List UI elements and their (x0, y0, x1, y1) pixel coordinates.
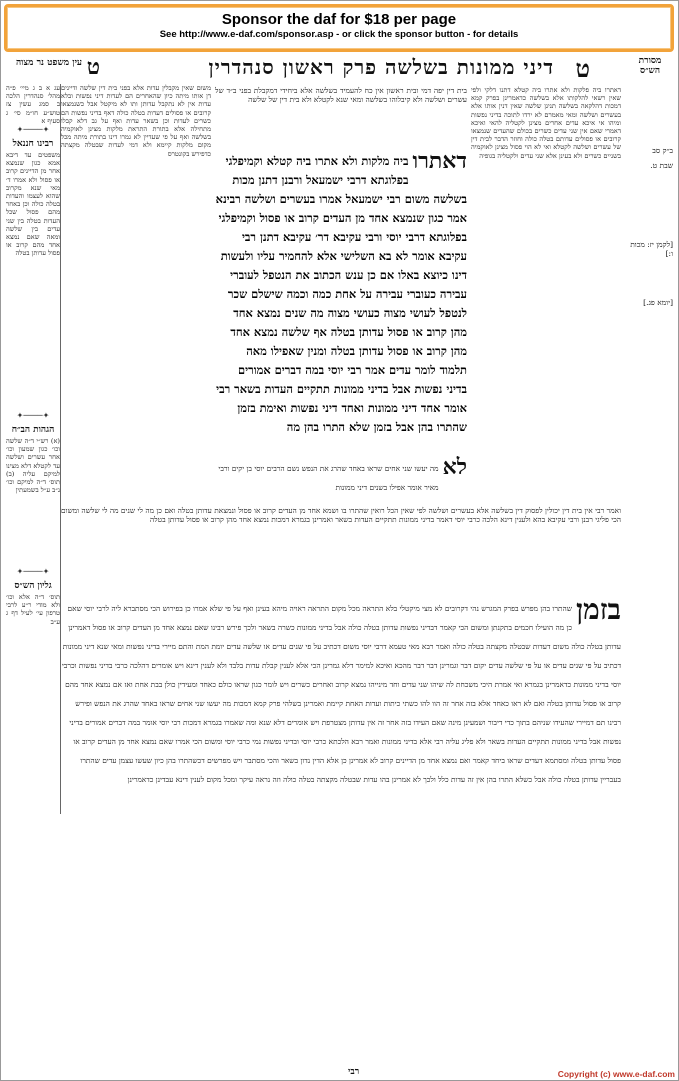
lower-commentary-1: ואמר רבי אין בית דין יכולין לפסוק דין בשלשה אלא בעשרים ושלשה לפי שאין הכל רואין שהתרו בו ושמא אחד מן העדים קרוב או פסול ונמצאת עדותן בטלה ואם כן מה לי שנים מה לי שלשה ומשום הכי פליגי רבנן ורבי עקיבא בהא ולענין דינא הלכה כרבי יוסי דאמר בדיני ממונות תתקיים העדות בשאר ואמרינן בגמרא דמכות נמצא אחד מהן קרוב או פסול עדותן בטלה (61, 506, 621, 524)
divider: ✦────✦ (16, 567, 50, 577)
gemara-end (215, 456, 467, 506)
gemara-opening-word: דאתרו (412, 150, 467, 174)
divider: ✦────✦ (16, 411, 50, 421)
copyright-link[interactable]: Copyright (c) www.e-daf.com (557, 1069, 675, 1079)
gemara-text: ביה מלקות ולא אתרו ביה קטלא וקמיפלגי בפלוגתא דרבי ישמעאל ורבנן דתנן מכות בשלשה משום רבי ישמעאל אמרו בעשרים ושלשה רבינא אמר כגון שנמצא אחד מן העדים קרוב או פסול וקמיפלגי בפלוגתא דרבי יוסי ורבי עקיבא דר׳ עקיבא דתנן רבי עקיבא אומר לא בא השלישי אלא להחמיר עליו ולעשות דינו כיוצא באלו אם כן ענש הכתוב את הנטפל לעוברי עבירה כעוברי עבירה על אחת כמה וכמה שישלם שכר לנטפל לעושי מצוה כעושי מצוה מה שנים נמצא אחד מהן קרוב או פסול עדותן בטלה אף שלשה נמצא אחד מהן קרוב או פסול עדותן בטלה ומנין שאפילו מאה תלמוד לומר עדים אמר רבי יוסי במה דברים אמורים בדיני נפשות אבל בדיני ממונות תתקיים העדות בשאר רבי אומר אחד דיני ממונות ואחד דיני נפשות ואימת בזמן שהתרו בהן אבל בזמן שלא התרו בהן מה (215, 154, 467, 434)
lower-commentary-2 (61, 596, 621, 1078)
catchword: רבי (348, 1067, 360, 1077)
ein-mishpat-label: עין משפט נר מצוה (15, 58, 83, 68)
rabbeinu-chananel-title: רבינו חננאל (12, 139, 54, 150)
gemara-main (215, 150, 467, 452)
sponsor-title[interactable]: Sponsor the daf for $18 per page (221, 11, 457, 28)
gemara-end-word: לא (442, 456, 467, 480)
hagahot-title: הגהות הב״ח (11, 425, 55, 436)
masoret-label: מסורת הש״ס (638, 56, 662, 76)
hagahot-text: (א) רש״י ד״ה שלשה וכו׳ כגון שמעון וכו׳ אחר עשרים ושלשה עד לקטלא דלא מצינו למיקם עליה (ב) תוס׳ ד״ה למיקם וכו׳ נ״ב ע״ל בשמעתין (6, 437, 60, 495)
tosafot-commentary: משום שאין מקבלין עדות אלא בפני בית דין שלשה ודיינים דן אותו מיתה כיון שהאחרים הם לעדות דיני נפשות ובלא עדות אין לא נתקבל עדותן ותו לא מיקטל אבל כשנמצאו קרובים או פסולים דעדות בטלה כולה דאף בדיני נפשות הם כשרים לעדות וכן בשאר עדות ואף על גב דלא קבלו מתחילה אלא בתורת התראת מלקות מצינן לאוקמיה בשלשה ואף על פי שעדיין לא גמרו דינו בתורת מיתה מכל מקום מלקות קיימא ולא דמי לעדות שבטלה מקצתה כדפירש בקונטרס (61, 84, 211, 158)
masoret-column (627, 86, 673, 313)
lower-opening-word: בזמן (575, 596, 621, 626)
left-sidebar (6, 84, 61, 814)
sponsor-banner[interactable] (4, 4, 674, 52)
sponsor-subtitle[interactable]: See http://www.e-daf.com/sponsor.asp - or click the sponsor button - for details (159, 29, 519, 40)
gemara-end-text: מה יעשו שני אחים שראו באחד שהרג את הנפש נשם הרבים יוסי בן יקים ורבי מאיר אומר אפילו בשנים דיני ממונות (218, 464, 439, 492)
ein-mishpat-text: עג א ב ג מיי׳ פ״ה מהל׳ סנהדרין הלכה ב סמג עשין צז טוש״ע חו״מ סי׳ ג סעיף א (6, 84, 60, 125)
masoret-note: [יומא פג.] (643, 298, 673, 307)
gilyon-title: גליון הש״ס (14, 581, 52, 592)
masoret-note: [לקמן יז: מכות ו:] (630, 240, 673, 258)
masoret-note: ב״ק סב (652, 146, 673, 155)
rashi-commentary: דאתרו ביה פלקות ולא אתרו ביה קטלא דתנו דלקי ולפי שאין רשאי להלקותו אלא בשלשה כדאמרינן בפרק קמא דמכות דהלקאה בשלשה תנינן שלשה שאין דנין אותו אלא בעשרים ושלשה ומאי מאמרם לא ירדו לתוכה בדיני נפשות ומיהו אי איכא עדים אחרים מצינן לקטליה להאי ואיכא דאמרי שאם אין שני עדים כשרים בכולם שהעדים שנמצאו קרובים או פסולים עדותם בטלה כולה וחוזר הדבר לבית דין של עשרים ושלשה לקטלא ואי לא הוי פסול מצינן לאוקמיה בשניים כשרים ולא בעינן אלא שני עדים ולקטליה בגופיה (471, 86, 621, 160)
rabbeinu-chananel-text: משפטים עד דיבא אמא כגון שנמצא אחר מן הדיינים קרוב או פסול ולא אמרו ד׳ מאי שנא מקרוב שהוא לעצמו והעדות בטלה כולה וכן באחר מהם פסול שכל העדות בטלה בין שני עדים בין שלשה ומאה שאם נמצא אחד מהם קרוב או פסול עדותן בטלה (6, 151, 60, 258)
page-number: ט (86, 54, 100, 80)
gemara-intro: בית דין יפה דמי ובית ראשון אין כח להעמיד בשלשה אלא ביחידי דמקבלת בפני ב״ד של עשרים ושלשה ולא קיבלוהו בשלשה ומאי שנא לקטלא ולא בית דין של שלשה (215, 86, 467, 104)
masoret-note: שבת ט. (650, 161, 673, 170)
page-header (4, 54, 674, 82)
page-letter: ט (575, 54, 590, 83)
chapter-title: דיני ממונות בשלשה פרק ראשון סנהדרין (208, 55, 554, 79)
divider: ✦────✦ (16, 125, 50, 135)
gilyon-text: תוס׳ ד״ה אלא וכו׳ ולא מודי ר״ע לרבי טרפון עי׳ לעיל דף ג ע״ב (6, 593, 60, 626)
lower-commentary-text: שהתרו בהן מפרש בפרק המגרש נהי דקרובים לא מצי מיקטלי בלא התראה מכל מקום התראה ראויה מיהא בעינן ואף על פי שלא אמרו כן בפירוש הכי מסתברא ליה לרבי יוסי שאם כן מה הועילו חכמים בתקנתן ומשום הכי קאמר דבדיני נפשות עדותן בטלה כולה אבל בדיני ממונות כשרה בשאר ולכך פירש רבינו שאם נמצא אחד מן העדים קרוב או פסול דאמרינן עדותן בטלה כולה משום דעדות שבטלה מקצתה בטלה כולה ואמר רבא מאי טעמא דרבי יוסי משום דכתיב על פי שנים עדים או שלשה עדים יומת המת והתם מיירי בדיני נפשות ומאי שנא דיני ממונות דכתיב על פי שנים עדים או על פי שלשה עדים יקום דבר וגמרינן דבר דבר מהכא ואיכא למימר דלא גמרינן הכי אלא לענין קבלת עדות בלבד ולא לענין דינא ויש אומרים דהלכה כרבי בדיני נפשות וכרבי יוסי בדיני ממונות כדאמרינן בגמרא ואי אמרת היכי משכחת לה שיהו שני עדים וחד מינייהו נמצא קרוב ואחרים כשרים ויש לומר כגון שראו כולם כאחד ומעידין כולן בבת אחת ואז אם נמצא אחד מהם קרוב או פסול עדותן בטלה ואם לא ראו כאחד אלא בזה אחר זה הוו להו כשתי כיתות ועדות האחת קיימת ואמרינן בשלהי פרק קמא דמכות מה יעשו שני אחים שראו באחד שהרג את הנפש ופירש רבינו תם דמיירי שהעידו שניהם בתוך כדי דיבור ושמעינן מינה שאם העידו בזה אחר זה אין עדותן מצטרפת ויש אומרים דלא שנא ומה שאמרו בגמרא דמכות רבי יוסי אומר במה דברים אמורים בדיני נפשות אבל בדיני ממונות תתקיים העדות בשאר ולא פליג עליה רבי אלא בדיני ממונות ואמר רבא הלכתא כרבי יוסי ובדיני נפשות נמי כרבי יוסי ומשום הכי אמרו שאם נמצא אחד מן העדים קרוב או פסול עדותן בטלה ומסתמא דעדים שראו ביחד קאמר ואם נמצא אחד מן הדיינים קרוב לא אמרינן כן אלא הדין נדון בשאר והכי מסתבר ויש מפרשים דכשהתרו בהן כיון שעשו עצמן עדים שהתרו בעבריין עדותן בטלה כולה אבל כשלא התרו בהן אין זה עדות כלל ולכך לא אמרינן בהו עדות שבטלה מקצתה בטלה כולה וזה נראה עיקר ומכל מקום לענין דינא עבדינן כדאמרינן (61, 604, 621, 784)
